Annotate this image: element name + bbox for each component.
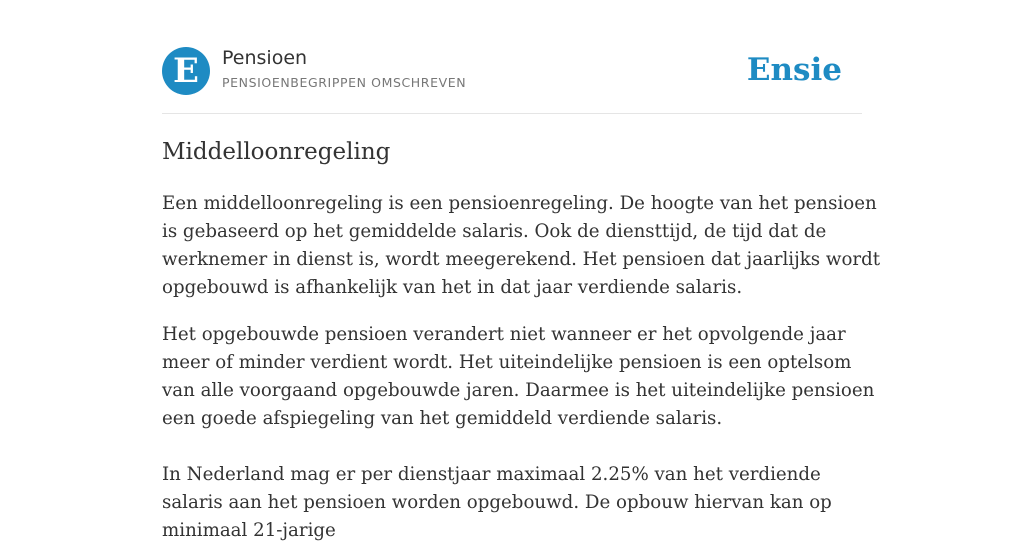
entry-paragraph-2: Het opgebouwde pensioen verandert niet wanneer er het opvolgende jaar meer of minder verdient wordt. Het uiteindelijke pensioen is een optelsom van alle voorgaand opgebouwde jaren. Daarmee is het uiteindelijke pensioen een goede afspiegeling van het gemiddeld verdiende salaris. (162, 324, 875, 429)
entry-title: Middelloonregeling (162, 139, 391, 165)
logo-letter: E (173, 51, 199, 91)
site-subtitle: PENSIOENBEGRIPPEN OMSCHREVEN (222, 75, 467, 90)
site-logo[interactable] (162, 47, 210, 95)
entry-paragraph-1: Een middelloonregeling is een pensioenregeling. De hoogte van het pensioen is gebaseerd op het gemiddelde salaris. Ook de diensttijd, de tijd dat de werknemer in dienst is, wordt meegerekend. Het pensioen dat jaarlijks wordt opgebouwd is afhankelijk van het in dat jaar verdiende salaris. (162, 193, 881, 298)
brand-logo-ensie[interactable]: Ensie (746, 52, 842, 88)
site-title[interactable]: Pensioen (222, 47, 308, 69)
site-header (162, 47, 862, 114)
entry-paragraph-3: In Nederland mag er per dienstjaar maximaal 2.25% van het verdiende salaris aan het pensioen worden opgebouwd. De opbouw hiervan kan op minimaal 21-jarige (162, 464, 832, 541)
entry-content (162, 136, 882, 545)
